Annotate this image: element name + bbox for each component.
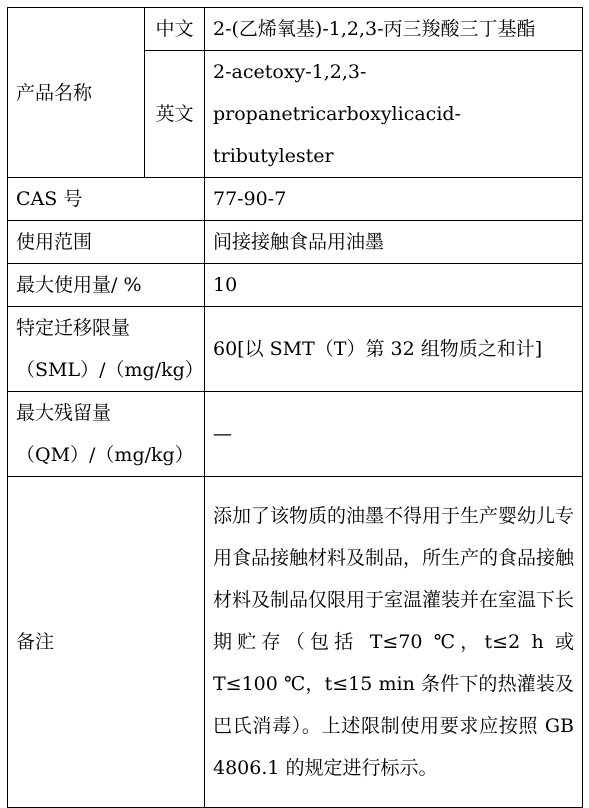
en-name-label: 英文 xyxy=(145,51,205,178)
row-max-usage xyxy=(8,264,583,307)
qm-value: — xyxy=(205,392,583,477)
row-product-name-cn xyxy=(8,8,583,51)
sml-label-line2: （SML）/（mg/kg） xyxy=(16,359,204,381)
row-qm xyxy=(8,392,583,477)
sml-label xyxy=(8,307,205,392)
en-name-value-line2: tributylester xyxy=(213,145,334,167)
remarks-label: 备注 xyxy=(8,477,205,808)
max-usage-label: 最大使用量/ % xyxy=(8,264,205,307)
row-usage-scope xyxy=(8,221,583,264)
usage-scope-value: 间接接触食品用油墨 xyxy=(205,221,583,264)
en-name-value xyxy=(205,51,583,178)
substance-info-table xyxy=(7,7,583,808)
cas-value: 77-90-7 xyxy=(205,178,583,221)
cas-label: CAS 号 xyxy=(8,178,205,221)
row-sml xyxy=(8,307,583,392)
en-name-value-line1: 2-acetoxy-1,2,3-propanetricarboxylicacid- xyxy=(213,61,461,125)
cn-name-label: 中文 xyxy=(145,8,205,51)
product-name-label: 产品名称 xyxy=(8,8,145,178)
row-cas xyxy=(8,178,583,221)
max-usage-value: 10 xyxy=(205,264,583,307)
qm-label-line1: 最大残留量 xyxy=(16,402,112,424)
cn-name-value: 2-(乙烯氧基)-1,2,3-丙三羧酸三丁基酯 xyxy=(205,8,583,51)
sml-value: 60[以 SMT（T）第 32 组物质之和计] xyxy=(205,307,583,392)
sml-label-line1: 特定迁移限量 xyxy=(16,317,131,339)
qm-label xyxy=(8,392,205,477)
qm-label-line2: （QM）/（mg/kg） xyxy=(16,444,194,466)
row-remarks xyxy=(8,477,583,808)
remarks-value: 添加了该物质的油墨不得用于生产婴幼儿专用食品接触材料及制品，所生产的食品接触材料及制品仅限用于室温灌装并在室温下长期贮存（包括 T≤70 ℃，t≤2 h 或 T≤100 ℃，t≤15 min 条件下的热灌装及巴氏消毒）。上述限制使用要求应按照 GB 4806.1 的规定进行标示。 xyxy=(205,477,583,808)
usage-scope-label: 使用范围 xyxy=(8,221,205,264)
